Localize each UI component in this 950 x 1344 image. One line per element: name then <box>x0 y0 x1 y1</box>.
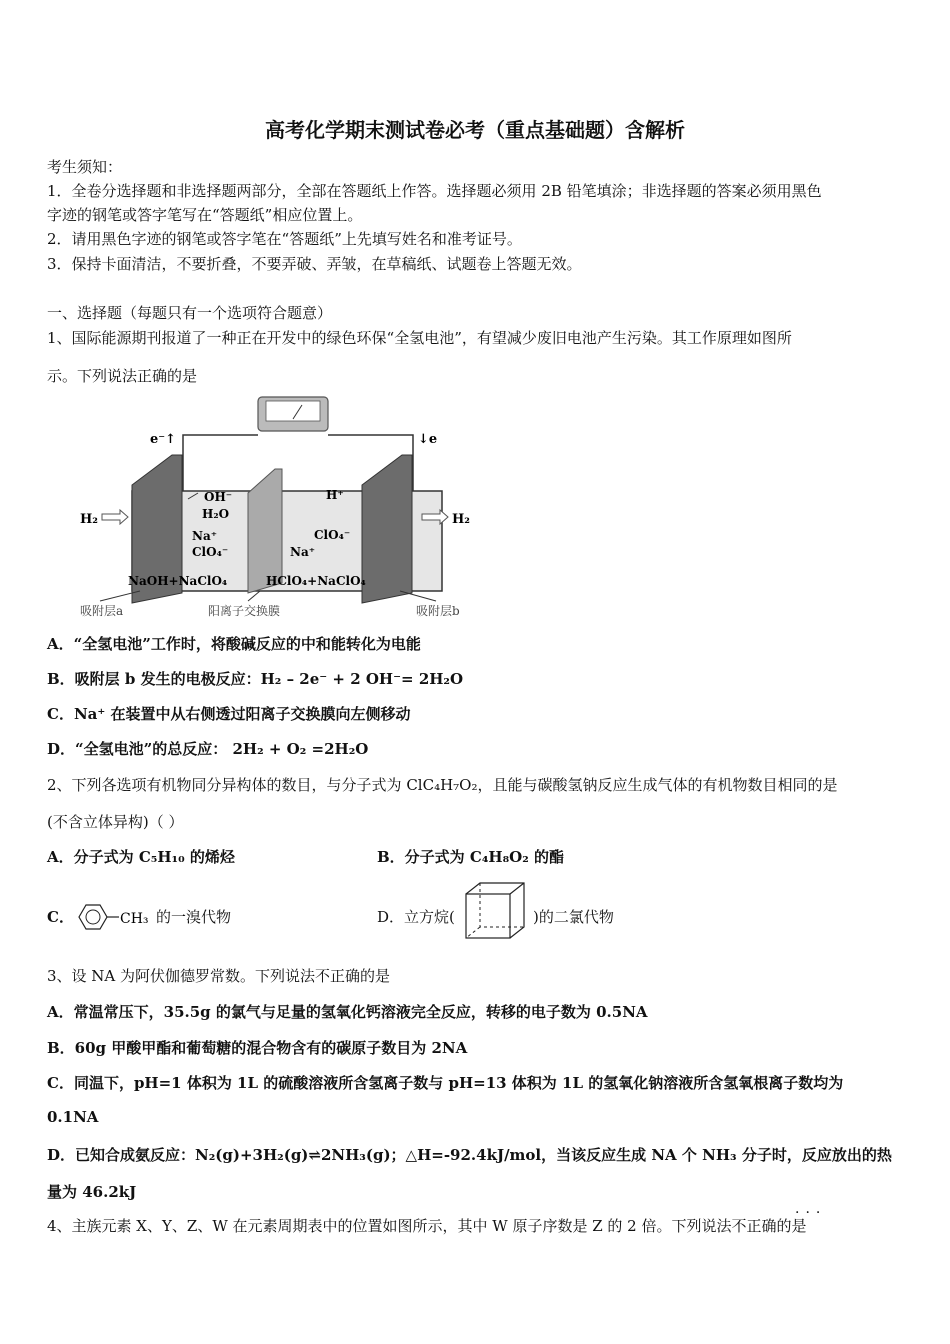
q3-option-a: A．常温常压下，35.5g 的氯气与足量的氢氧化钙溶液完全反应，转移的电子数为 0.5NA <box>47 1003 648 1021</box>
toluene-structure <box>73 897 155 937</box>
toluene-ch3-label: CH₃ <box>120 911 149 927</box>
notice-item-1a: 1．全卷分选择题和非选择题两部分，全部在答题纸上作答。选择题必须用 2B 铅笔填涂；非选择题的答案必须用黑色 <box>47 182 822 200</box>
q2-option-a: A．分子式为 C₅H₁₀ 的烯烃 <box>47 848 235 866</box>
q2-stem-a: 2、下列各选项有机物同分异构体的数目，与分子式为 ClC₄H₇O₂，且能与碳酸氢钠反应生成气体的有机物数目相同的是 <box>47 776 838 794</box>
q3-stem: 3、设 NA 为阿伏伽德罗常数。下列说法不正确的是 <box>47 967 391 985</box>
electron-left-label: e⁻↑ <box>150 432 177 447</box>
q4-stem: 4、主族元素 X、Y、Z、W 在元素周期表中的位置如图所示，其中 W 原子序数是 Z 的 2 倍。下列说法不正确的是 <box>47 1217 807 1235</box>
notice-item-3: 3．保持卡面清洁，不要折叠，不要弄破、弄皱，在草稿纸、试题卷上答题无效。 <box>47 255 582 273</box>
section-heading: 一、选择题（每题只有一个选项符合题意） <box>47 304 333 322</box>
ion-na-right: Na⁺ <box>290 545 316 559</box>
q2-option-c-suffix: 的一溴代物 <box>156 908 232 926</box>
q3-option-c-b: 0.1NA <box>47 1108 99 1126</box>
q1-option-a: A．“全氢电池”工作时，将酸碱反应的中和能转化为电能 <box>47 635 421 653</box>
label-adsorb-b: 吸附层b <box>416 604 460 618</box>
q3-option-d-b: 量为 46.2kJ <box>47 1183 137 1201</box>
left-solution: NaOH+NaClO₄ <box>128 574 228 588</box>
ion-h: H⁺ <box>326 488 344 502</box>
q1-stem-a: 1、国际能源期刊报道了一种正在开发中的绿色环保“全氢电池”，有望减少废旧电池产生污染。其工作原理如图所 <box>47 329 792 347</box>
label-adsorb-a: 吸附层a <box>80 604 124 618</box>
notice-item-1b: 字迹的钢笔或答字笔写在“答题纸”相应位置上。 <box>47 206 363 224</box>
q2-option-b: B．分子式为 C₄H₈O₂ 的酯 <box>377 848 565 866</box>
h2-in-arrow-icon <box>102 510 128 524</box>
q1-option-d: D．“全氢电池”的总反应： 2H₂ + O₂ =2H₂O <box>47 740 369 758</box>
q1-option-b: B．吸附层 b 发生的电极反应：H₂ – 2e⁻ + 2 OH⁻= 2H₂O <box>47 670 464 688</box>
right-solution: HClO₄+NaClO₄ <box>266 574 366 588</box>
emphasis-dots: ··· <box>795 1205 827 1221</box>
q1-option-c: C．Na⁺ 在装置中从右侧透过阳离子交换膜向左侧移动 <box>47 705 411 723</box>
cubane-structure <box>462 880 530 944</box>
q3-option-d-a: D．已知合成氨反应：N₂(g)+3H₂(g)⇌2NH₃(g)；△H=-92.4kJ/mol，当该反应生成 NA 个 NH₃ 分子时，反应放出的热 <box>47 1146 892 1164</box>
label-membrane: 阳离子交换膜 <box>208 604 281 618</box>
q2-option-d-prefix: D．立方烷( <box>377 908 455 926</box>
notice-heading: 考生须知： <box>47 158 123 176</box>
h2-in-label: H₂ <box>80 512 98 527</box>
q2-option-c-prefix: C． <box>47 908 74 926</box>
ion-na-left: Na⁺ <box>192 529 218 543</box>
q3-option-b: B．60g 甲酸甲酯和葡萄糖的混合物含有的碳原子数目为 2NA <box>47 1039 468 1057</box>
q2-stem-b: (不含立体异构)（ ） <box>47 813 184 831</box>
q3-option-c-a: C．同温下，pH=1 体积为 1L 的硫酸溶液所含氢离子数与 pH=13 体积为 1L 的氢氧化钠溶液所含氢氧根离子数均为 <box>47 1074 844 1092</box>
electron-right-label: ↓e <box>418 432 438 447</box>
ion-h2o: H₂O <box>202 507 230 521</box>
h2-out-label: H₂ <box>452 512 470 527</box>
ion-clo4-right: ClO₄⁻ <box>314 528 351 542</box>
battery-diagram <box>70 393 500 623</box>
ion-clo4-left: ClO₄⁻ <box>192 545 229 559</box>
page-title: 高考化学期末测试卷必考（重点基础题）含解析 <box>265 118 685 142</box>
notice-item-2: 2．请用黑色字迹的钢笔或答字笔在“答题纸”上先填写姓名和准考证号。 <box>47 230 522 248</box>
ion-oh: OH⁻ <box>204 490 233 504</box>
q1-stem-b: 示。下列说法正确的是 <box>47 367 198 385</box>
q2-option-d-suffix: )的二氯代物 <box>533 908 614 926</box>
